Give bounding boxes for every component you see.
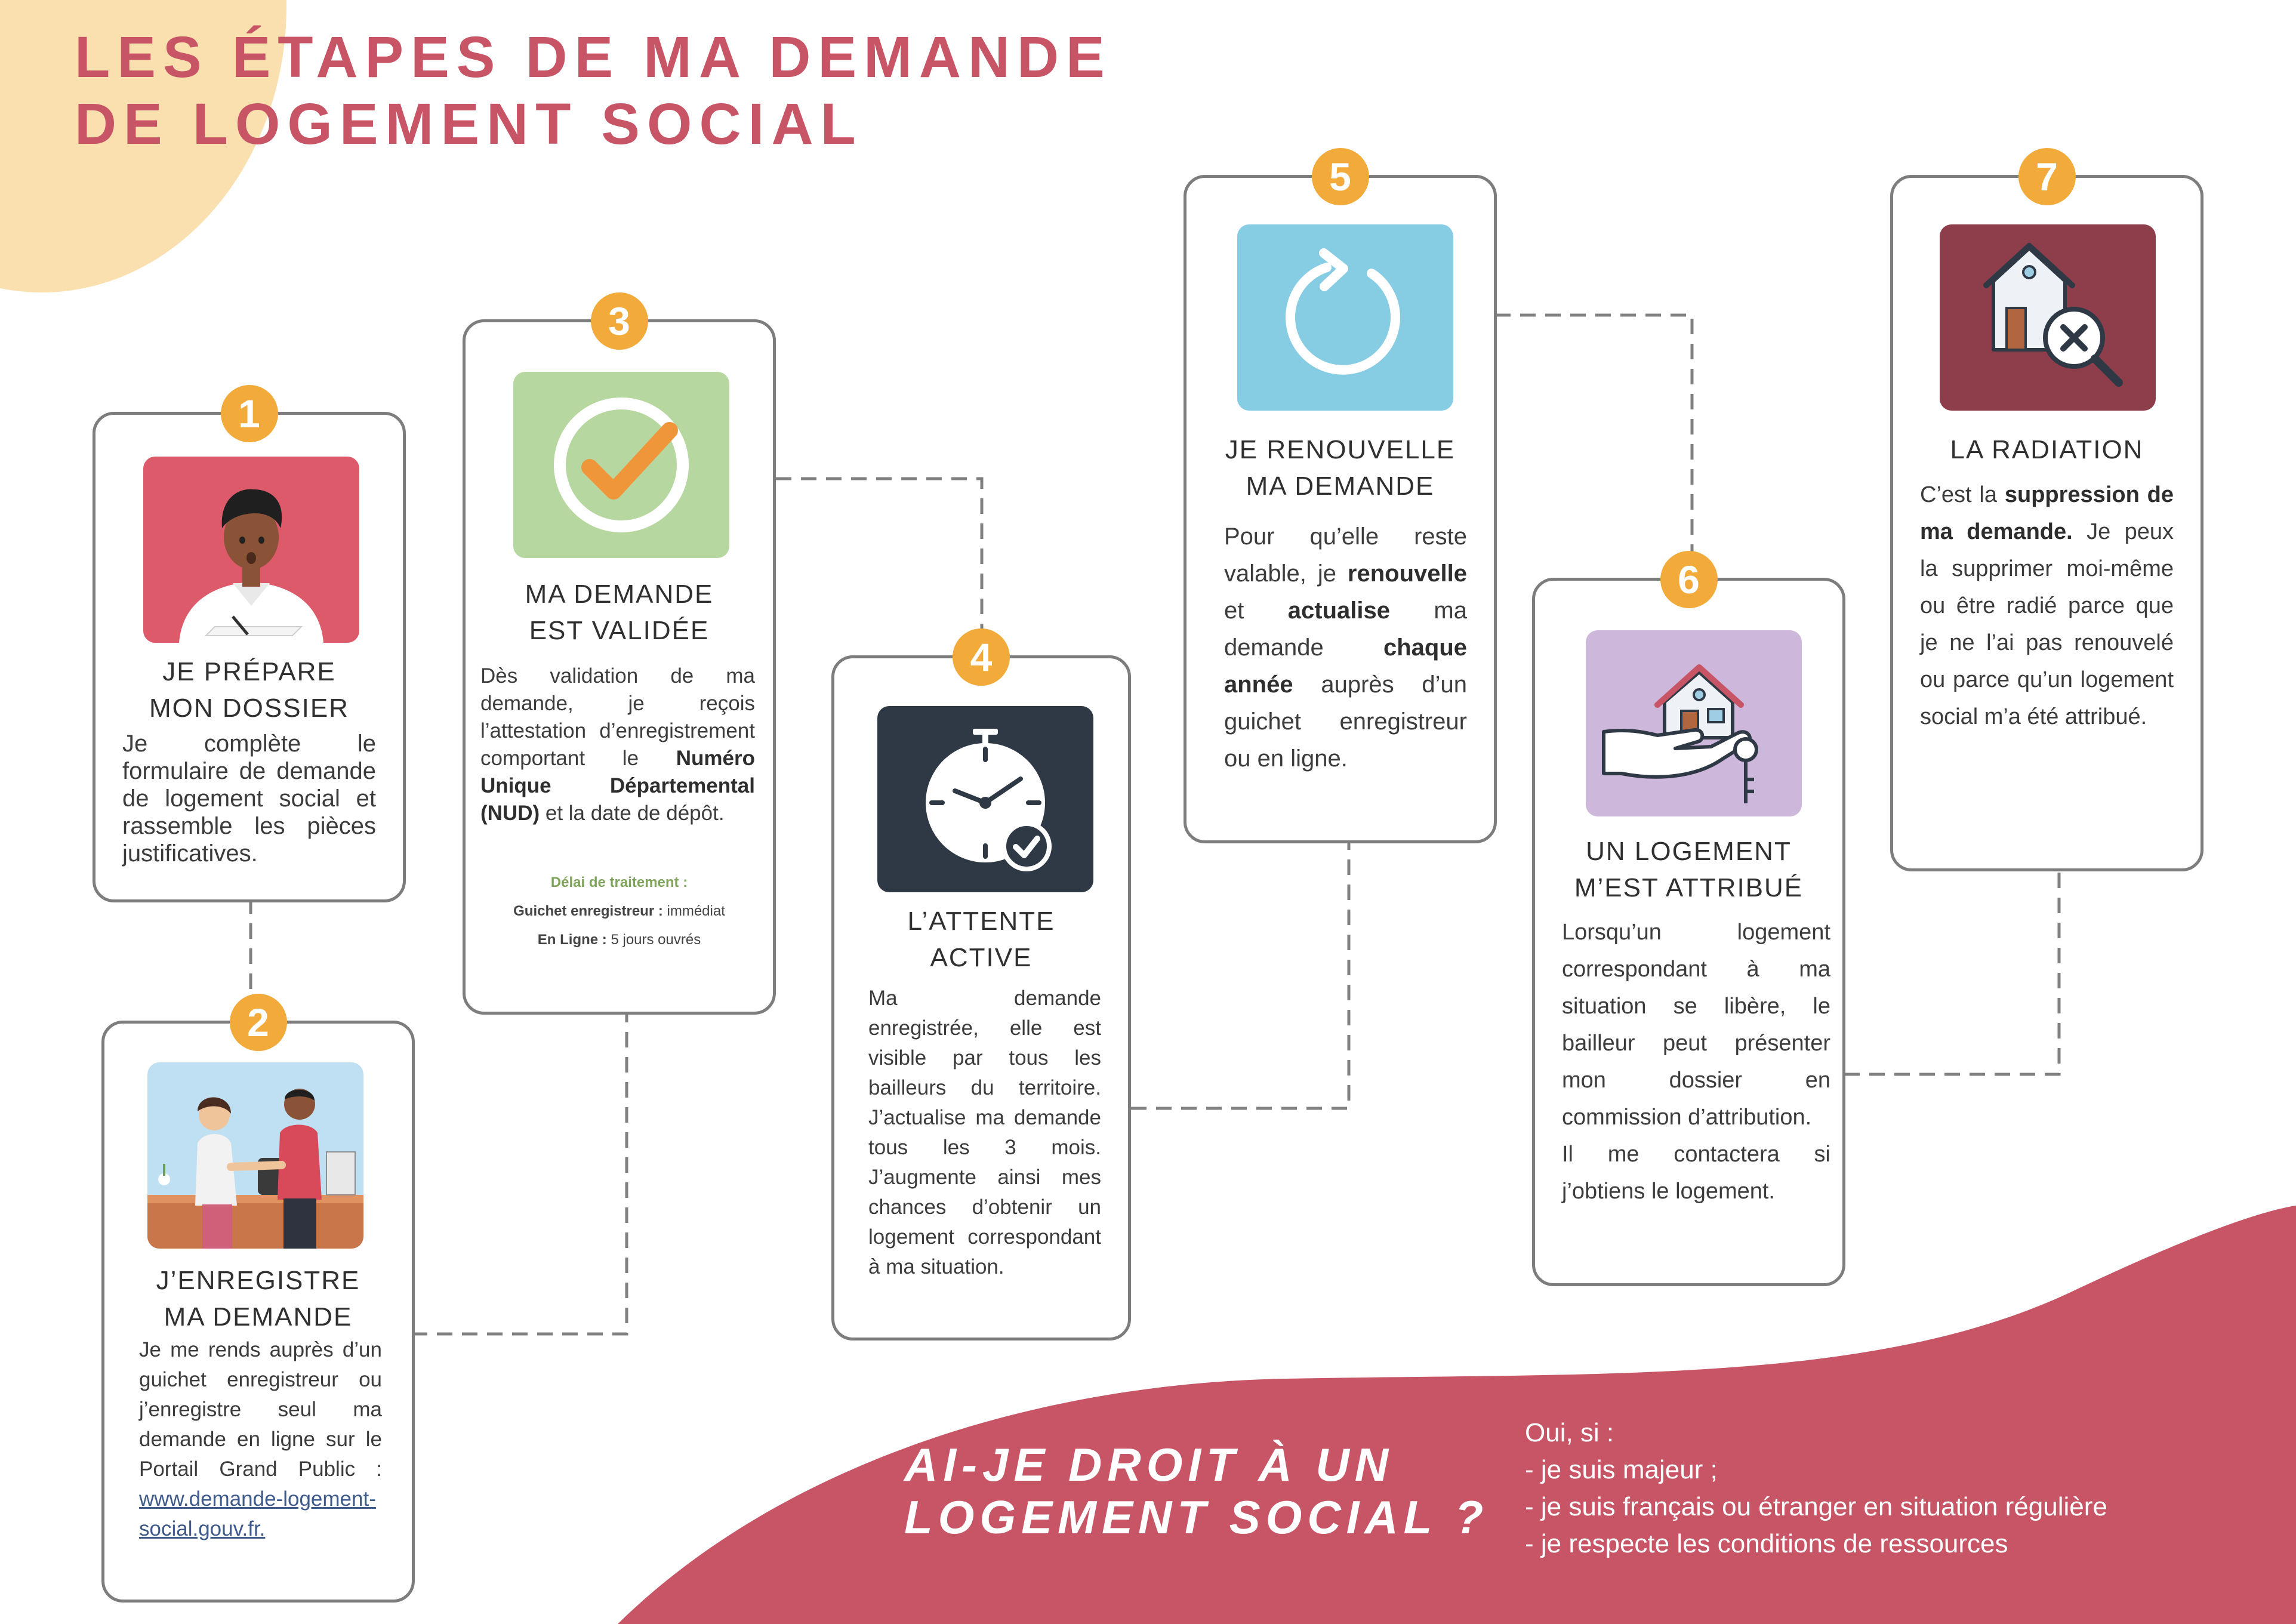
step-title: UN LOGEMENT M’EST ATTRIBUÉ — [1574, 837, 1804, 902]
step-number-badge: 5 — [1312, 148, 1369, 205]
step-title: JE RENOUVELLE MA DEMANDE — [1225, 435, 1456, 501]
step-card-4 — [831, 635, 1131, 1341]
checkmark-icon — [513, 372, 729, 558]
step-card-2 — [101, 1000, 415, 1603]
connector-4-5 — [1131, 843, 1349, 1108]
step-card-1 — [93, 392, 406, 902]
stopwatch-icon — [877, 706, 1093, 892]
connector-2-3 — [412, 1015, 627, 1334]
nud-emphasis: Numéro Unique Départemental (NUD) — [480, 747, 755, 825]
step-title: L’ATTENTE ACTIVE — [907, 907, 1055, 972]
page-title-line-2: DE LOGEMENT SOCIAL — [75, 91, 863, 156]
house-key-hand-icon — [1586, 630, 1802, 816]
step-card-5 — [1184, 155, 1497, 843]
refresh-icon — [1237, 224, 1453, 411]
eligibility-answer: Oui, si : - je suis majeur ; - je suis français ou étranger en situation régulière - je respecte les conditions de ressources — [1525, 1418, 2107, 1558]
house-removed-icon — [1940, 224, 2156, 411]
step-title: MA DEMANDE EST VALIDÉE — [525, 580, 714, 645]
portal-link[interactable]: www.demande-logement-social.gouv.fr. — [139, 1487, 376, 1540]
step-title: LA RADIATION — [1950, 435, 2144, 464]
handshake-counter-illustration — [147, 1062, 363, 1249]
eligibility-question: AI-JE DROIT À UN LOGEMENT SOCIAL ? — [904, 1438, 1489, 1543]
page-title-line-1: LES ÉTAPES DE MA DEMANDE — [75, 24, 1112, 90]
step-description: Ma demande enregistrée, elle est visible par tous les bailleurs du territoire. J’actualise ma demande tous les 3 mois. J’augmente ainsi mes chances d’obtenir un logement correspondant à ma situation. — [868, 987, 1101, 1278]
step-card-7 — [1890, 155, 2203, 871]
step-description: Je me rends auprès d’un guichet enregistreur ou j’enregistre seul ma demande en ligne sur le Portail Grand Public : www.demande-logement-social.gouv.fr. — [139, 1338, 382, 1540]
step-card-3 — [463, 299, 776, 1015]
step-number-badge: 4 — [953, 628, 1010, 686]
step-number-badge: 7 — [2018, 148, 2076, 205]
person-filling-form-illustration — [143, 457, 359, 643]
connector-3-4 — [776, 479, 982, 657]
connector-5-6 — [1495, 315, 1692, 579]
processing-delay: Délai de traitement : Guichet enregistreur : immédiat En Ligne : 5 jours ouvrés — [513, 874, 725, 948]
connector-6-7 — [1844, 871, 2059, 1074]
step-title: J’ENREGISTRE MA DEMANDE — [156, 1266, 360, 1332]
step-description: Lorsqu’un logement correspondant à ma situation se libère, le bailleur peut présenter mon dossier en commission d’attribution. Il me contactera si j’obtiens le logement. — [1562, 920, 1830, 1204]
step-number-badge: 6 — [1660, 551, 1718, 608]
step-description: Pour qu’elle reste valable, je renouvelle et actualise ma demande chaque année auprès d’un guichet enregistreur ou en ligne. — [1224, 523, 1467, 772]
step-number-badge: 2 — [230, 994, 287, 1051]
step-number-badge: 3 — [591, 292, 648, 350]
step-description: C’est la suppression de ma demande. Je peux la supprimer moi-même ou être radié parce que je ne l’ai pas renouvelé ou parce qu’un logement social m’a été attribué. — [1920, 482, 2174, 729]
step-title: JE PRÉPARE MON DOSSIER — [149, 657, 349, 723]
step-description: Dès validation de ma demande, je reçois l’attestation d’enregistrement comportant le Numéro Unique Départemental (NUD) et la date de dépôt. — [480, 664, 755, 825]
step-number-badge: 1 — [221, 385, 278, 442]
step-card-6 — [1532, 557, 1845, 1286]
step-description: Je complète le formulaire de demande de logement social et rassemble les pièces justificatives. — [122, 731, 376, 867]
